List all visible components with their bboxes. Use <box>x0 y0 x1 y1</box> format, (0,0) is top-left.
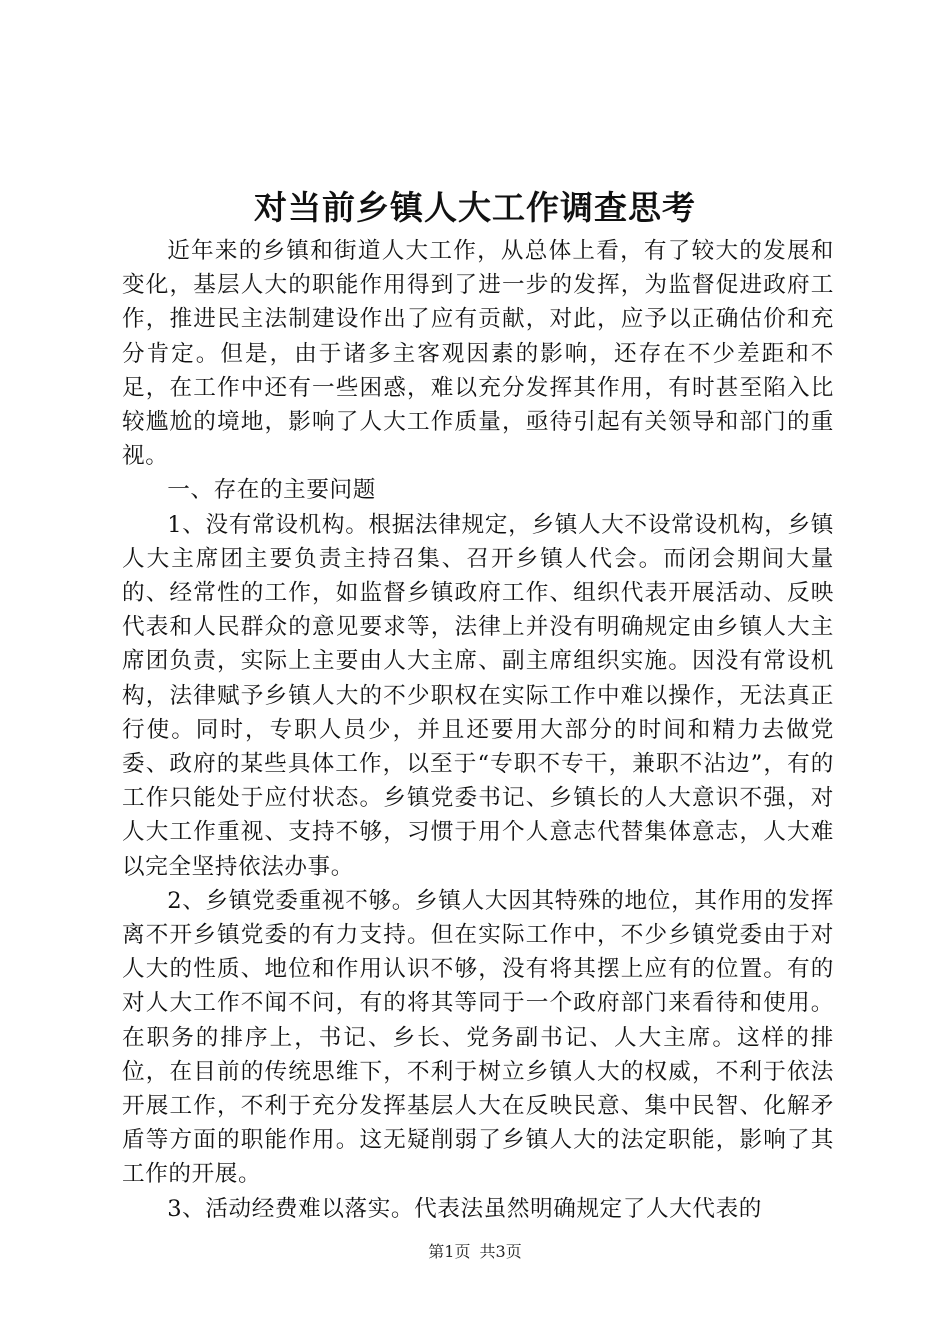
page-footer <box>0 1240 950 1264</box>
paragraph-item-3: 3、活动经费难以落实。代表法虽然明确规定了人大代表的 <box>167 1195 763 1222</box>
page-number: 第1页 <box>428 1242 471 1261</box>
paragraph-intro: 近年来的乡镇和街道人大工作，从总体上看，有了较大的发展和变化，基层人大的职能作用得到了进一步的发挥，为监督促进政府工作，推进民主法制建设作出了应有贡献，对此，应予以正确估价和充分肯定。但是，由于诸多主客观因素的影响，还存在不少差距和不足，在工作中还有一些困惑，难以充分发挥其作用，有时甚至陷入比较尴尬的境地，影响了人大工作质量，亟待引起有关领导和部门的重视。 <box>122 238 834 470</box>
document-body <box>122 234 834 1226</box>
paragraph-item-1: 1、没有常设机构。根据法律规定，乡镇人大不设常设机构，乡镇人大主席团主要负责主持召集、召开乡镇人代会。而闭会期间大量的、经常性的工作，如监督乡镇政府工作、组织代表开展活动、反映代表和人民群众的意见要求等，法律上并没有明确规定由乡镇人大主席团负责，实际上主要由人大主席、副主席组织实施。因没有常设机构，法律赋予乡镇人大的不少职权在实际工作中难以操作，无法真正行使。同时，专职人员少，并且还要用大部分的时间和精力去做党委、政府的某些具体工作，以至于“专职不专干，兼职不沾边”，有的工作只能处于应付状态。乡镇党委书记、乡镇长的人大意识不强，对人大工作重视、支持不够，习惯于用个人意志代替集体意志，人大难以完全坚持依法办事。 <box>122 511 834 880</box>
paragraph-item-2: 2、乡镇党委重视不够。乡镇人大因其特殊的地位，其作用的发挥离不开乡镇党委的有力支持。但在实际工作中，不少乡镇党委由于对人大的性质、地位和作用认识不够，没有将其摆上应有的位置。有的对人大工作不闻不问，有的将其等同于一个政府部门来看待和使用。在职务的排序上，书记、乡长、党务副书记、人大主席。这样的排位，在目前的传统思维下，不利于树立乡镇人大的权威，不利于依法开展工作，不利于充分发挥基层人大在反映民意、集中民智、化解矛盾等方面的职能作用。这无疑削弱了乡镇人大的法定职能，影响了其工作的开展。 <box>122 887 834 1188</box>
section-heading: 一、存在的主要问题 <box>167 477 376 504</box>
document-title: 对当前乡镇人大工作调查思考 <box>254 188 696 227</box>
page-total: 共3页 <box>479 1242 522 1261</box>
